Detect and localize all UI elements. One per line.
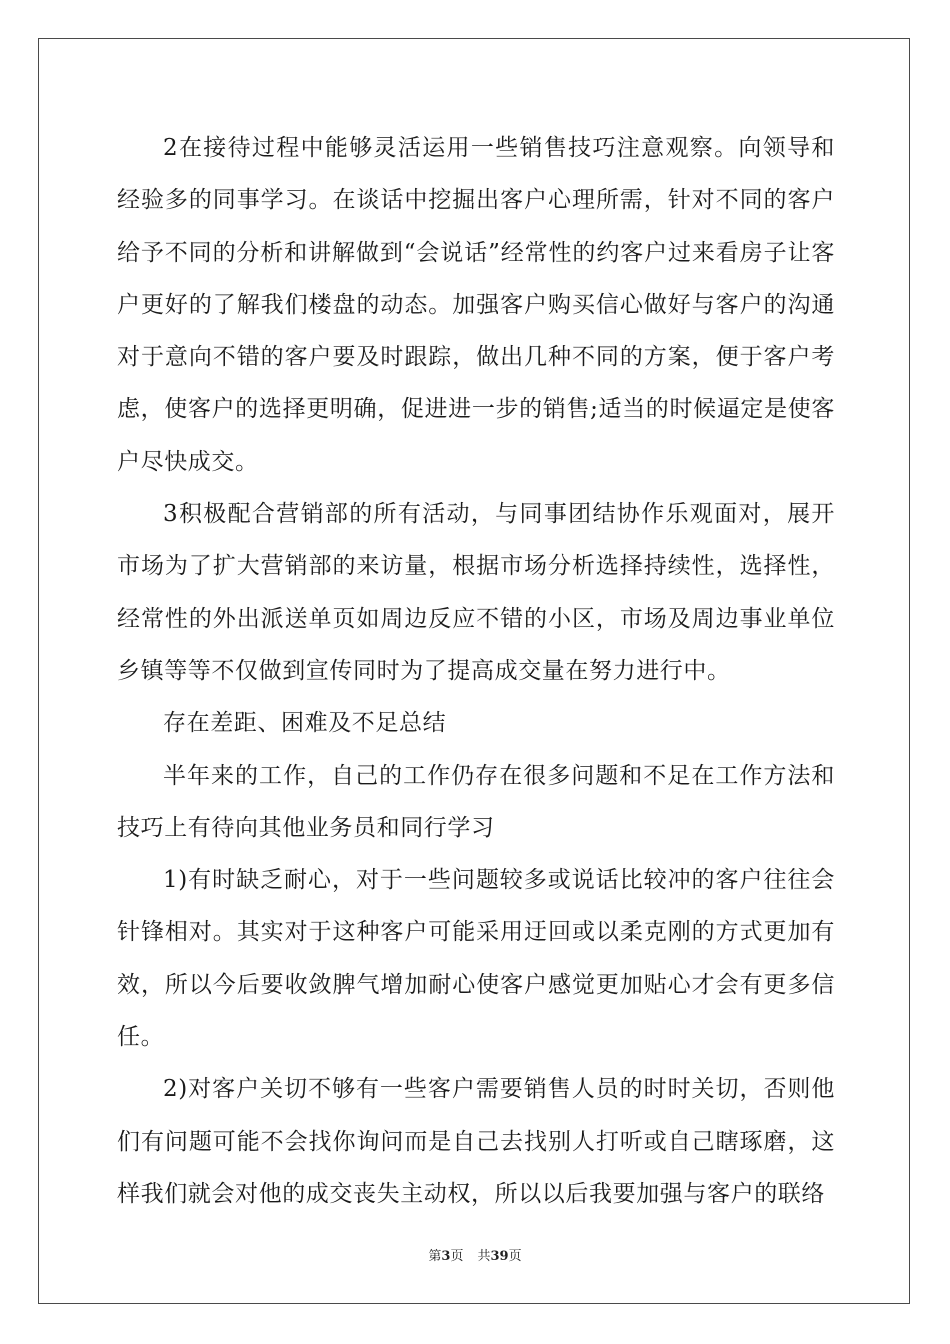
paragraph-half-year-summary: 半年来的工作，自己的工作仍存在很多问题和不足在工作方法和技巧上有待向其他业务员和同行学习 xyxy=(117,762,835,841)
page-footer xyxy=(0,1245,950,1264)
page-number-current: 3 xyxy=(441,1249,451,1264)
paragraph-reception-skills: 2在接待过程中能够灵活运用一些销售技巧注意观察。向领导和经验多的同事学习。在谈话中挖掘出客户心理所需，针对不同的客户给予不同的分析和讲解做到“会说话”经常性的约客户过来看房子让客户更好的了解我们楼盘的动态。加强客户购买信心做好与客户的沟通对于意向不错的客户要及时跟踪，做出几种不同的方案，便于客户考虑，使客户的选择更明确，促进进一步的销售;适当的时候逼定是使客户尽快成交。 xyxy=(117,135,835,475)
page-total-count: 39 xyxy=(490,1249,509,1264)
section-heading-shortcomings: 存在差距、困难及不足总结 xyxy=(163,710,447,737)
document-body xyxy=(117,122,835,1220)
paragraph-item-patience: 1)有时缺乏耐心，对于一些问题较多或说话比较冲的客户往往会针锋相对。其实对于这种客户可能采用迂回或以柔克刚的方式更加有效，所以今后要收敛脾气增加耐心使客户感觉更加贴心才会有更多信任。 xyxy=(117,867,835,1051)
page-total-suffix: 页 xyxy=(508,1249,522,1264)
paragraph-item-customer-care: 2)对客户关切不够有一些客户需要销售人员的时时关切，否则他们有问题可能不会找你询问而是自己去找别人打听或自己瞎琢磨，这样我们就会对他的成交丧失主动权，所以以后我要加强与客户的联络 xyxy=(117,1076,835,1207)
page-number-suffix: 页 xyxy=(450,1249,464,1264)
paragraph-marketing-activities: 3积极配合营销部的所有活动，与同事团结协作乐观面对，展开市场为了扩大营销部的来访量，根据市场分析选择持续性，选择性，经常性的外出派送单页如周边反应不错的小区，市场及周边事业单位乡镇等等不仅做到宣传同时为了提高成交量在努力进行中。 xyxy=(117,501,835,684)
page-total-prefix: 共 xyxy=(477,1249,491,1264)
page-number-prefix: 第 xyxy=(428,1249,442,1264)
